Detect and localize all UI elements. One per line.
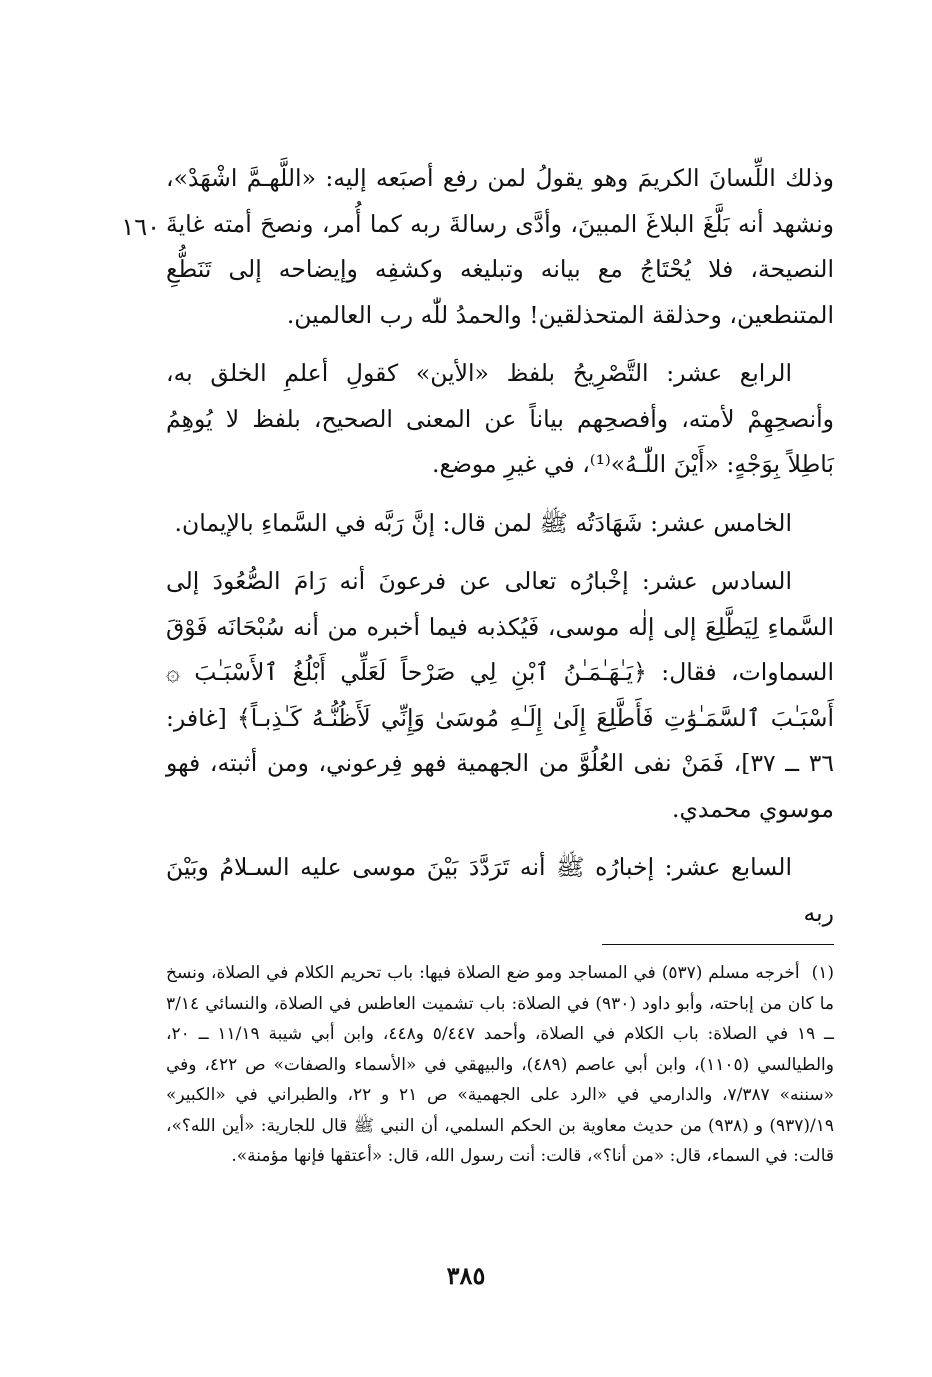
footnote-divider <box>602 944 834 945</box>
margin-page-reference: ١٦٠ <box>121 213 160 241</box>
paragraph-opening: وذلك اللِّسانَ الكريمَ وهو يقولُ لمن رفع أصبَعه إليه: «اللَّهـمَّ اشْهَدْ»، ونشهد أنه بَلَّغَ البلاغَ المبينَ، وأدَّى رسالةَ ربه كما أُمر، ونصحَ أمته غايةَ النصيحة، فلا يُحْتَاجُ مع بيانه وتبليغه وكشفِه وإيضاحه إلى تَنَطُّعِ المتنطعين، وحذلقة المتحذلقين! والحمدُ للّٰه رب العالمين. <box>166 164 834 329</box>
footnote-item <box>166 958 834 1172</box>
paragraph-fifteenth: الخامس عشر: شَهَادَتُه ﷺ لمن قال: إنَّ رَبَّه في السَّماءِ بالإيمان. <box>174 508 792 537</box>
footnotes <box>166 958 834 1172</box>
footnote-text: أخرجه مسلم (٥٣٧) في المساجد ومو ضع الصلاة فيها: باب تحريم الكلام في الصلاة، ونسخ ما كان من إباحته، وأبو داود (٩٣٠) في الصلاة: باب تشميت العاطس في الصلاة، والنسائي ٣/١٤ ــ ١٩ في الصلاة: باب الكلام في الصلاة، وأحمد ٥/٤٤٧ و٤٤٨، وابن أبي شيبة ١١/١٩ ــ ٢٠، والطيالسي (١١٠٥)، وابن أبي عاصم (٤٨٩)، والبيهقي في «الأسماء والصفات» ص ٤٢٢، وفي «سننه» ٧/٣٨٧، والدارمي في «الرد على الجهمية» ص ٢١ و ٢٢، والطبراني في «الكبير» ١٩/(٩٣٧) و (٩٣٨) من حديث معاوية بن الحكم السلمي، أن النبي ﷺ قال للجارية: «أين الله؟»، قالت: في السماء، قال: «من أنا؟»، قالت: أنت رسول الله، قال: «أعتقها فإنها مؤمنة». <box>166 963 834 1166</box>
paragraph-sixteenth: السادس عشر: إخْبارُه تعالى عن فرعونَ أنه رَامَ الصُّعُودَ إلى السَّماءِ لِيَطَّلِعَ إلى إلٰه موسى، فَيُكذبه فيما أخبره من أنه سُبْحَانَه فَوْقَ السماوات، فقال: ﴿يَـٰهَـٰمَـٰنُ ٱبْنِ لِي صَرْحاً لَعَلِّي أَبْلُغُ ٱلأَسْبَـٰبَ ۞ أَسْبَـٰبَ ٱلسَّمَـٰوَٰتِ فَأَطَّلِعَ إِلَىٰ إِلَـٰهِ مُوسَىٰ وَإِنِّي لَأَظُنُّـهُ كَـٰذِبـاً﴾ [غافر: ٣٦ ــ ٣٧]، فَمَنْ نفى العُلُوَّ من الجهمية فهو فِرعوني، ومن أثبته، فهو موسوي محمدي. <box>166 567 834 823</box>
footnote-number: (١) <box>811 963 834 983</box>
paragraph-seventeenth: السابع عشر: إخبارُه ﷺ أنه تَرَدَّدَ بَيْنَ موسى عليه السـلامُ وبَيْنَ ربه <box>166 853 834 927</box>
paragraph-fourteenth: الرابع عشر: التَّصْرِيحُ بلفظ «الأين» كقولِ أعلمِ الخلق به، وأنصحِهِمْ لأمته، وأفصحِهم بياناً عن المعنى الصحيح، بلفظ لا يُوهِمُ بَاطِلاً بِوَجْهٍ: «أَيْنَ اللّٰـهُ»⁽¹⁾، في غيرِ موضع. <box>166 359 834 478</box>
main-text <box>166 156 834 936</box>
page-number: ٣٨٥ <box>446 1261 486 1290</box>
